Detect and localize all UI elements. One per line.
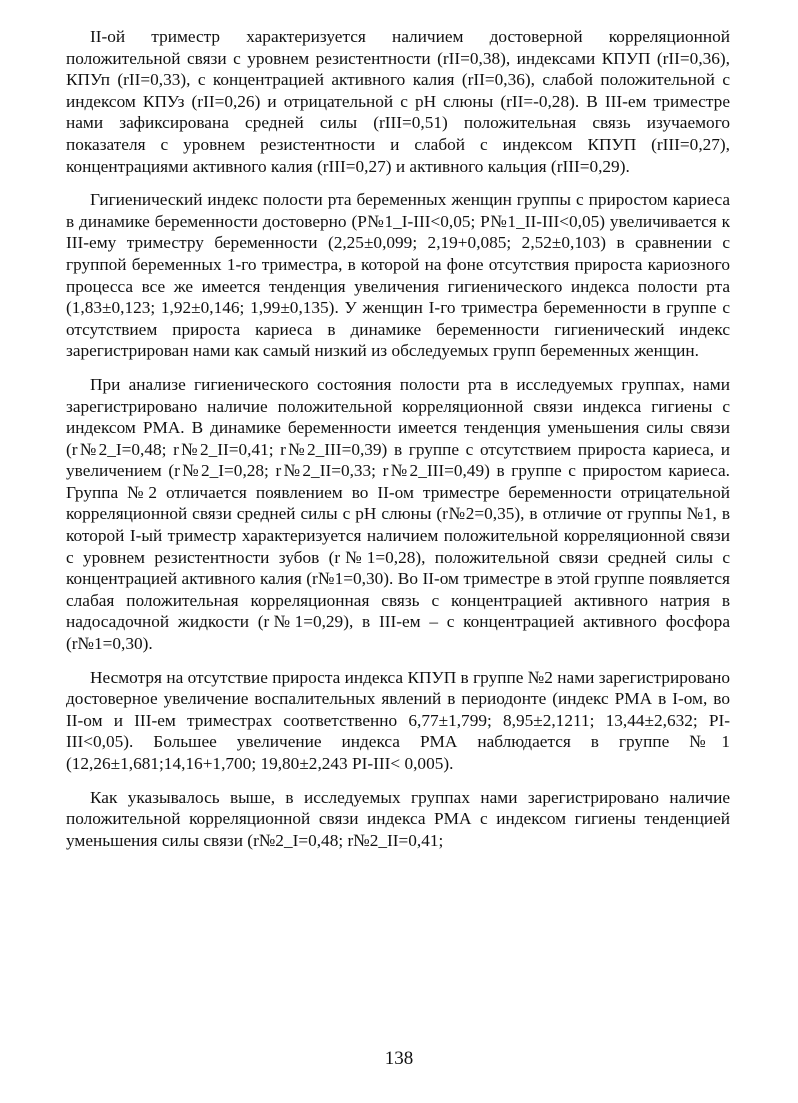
paragraph-3: При анализе гигиенического состояния полости рта в исследуемых группах, нами зарегистрировано наличие положительной корреляционной связи индекса гигиены с индексом РМА. В динамике беременности имеется тенденция уменьшения силы связи (r№2_I=0,48; r№2_II=0,41; r№2_III=0,39) в группе с отсутствием прироста кариеса, и увеличением (r№2_I=0,28; r№2_II=0,33; r№2_III=0,49) в группе с приростом кариеса. Группа №2 отличается появлением во II-ом триместре беременности отрицательной корреляционной связи средней силы с рН слюны (r№2=0,35), в отличие от группы №1, в которой I-ый триместр характеризуется наличием положительной корреляционной связи с уровнем резистентности зубов (r№1=0,28), положительной связи средней силы с концентрацией активного калия (r№1=0,30). Во II-ом триместре в этой группе появляется слабая положительная корреляционная связь с концентрацией активного натрия в надосадочной жидкости (r№1=0,29), в III-ем – с концентрацией активного фосфора (r№1=0,30). [66, 374, 730, 654]
paragraph-4: Несмотря на отсутствие прироста индекса КПУП в группе №2 нами зарегистрировано достоверное увеличение воспалительных явлений в периодонте (индекс РМА в I-ом, во II-ом и III-ем триместрах соответственно 6,77±1,799; 8,95±2,1211; 13,44±2,632; PI-III<0,05). Большее увеличение индекса РМА наблюдается в группе №1 (12,26±1,681;14,16+1,700; 19,80±2,243 PI-III< 0,005). [66, 667, 730, 773]
paragraph-1: II-ой триместр характеризуется наличием достоверной корреляционной положительной связи с уровнем резистентности (rII=0,38), индексами КПУП (rII=0,36), КПУп (rII=0,33), с концентрацией активного калия (rII=0,36), слабой положительной с индексом КПУз (rII=0,26) и отрицательной с рН слюны (rII=-0,28). В III-ем триместре нами зафиксирована средней силы (rIII=0,51) положительная связь изучаемого показателя с уровнем резистентности и слабой с индексом КПУП (rIII=0,27), концентрациями активного калия (rIII=0,27) и активного кальция (rIII=0,29). [66, 27, 730, 176]
document-body [66, 26, 730, 861]
paragraph-5: Как указывалось выше, в исследуемых группах нами зарегистрировано наличие положительной корреляционной связи индекса РМА с индексом гигиены тенденцией уменьшения силы связи (r№2_I=0,48; r№2_II=0,41; [66, 787, 730, 850]
paragraph-2: Гигиенический индекс полости рта беременных женщин группы с приростом кариеса в динамике беременности достоверно (P№1_I-III<0,05; P№1_II-III<0,05) увеличивается к III-ему триместру беременности (2,25±0,099; 2,19+0,085; 2,52±0,103) в сравнении с группой беременных 1-го триместра, в которой на фоне отсутствия прироста кариозного процесса все же имеется тенденция увеличения гигиенического индекса полости рта (1,83±0,123; 1,92±0,146; 1,99±0,135). У женщин I-го триместра беременности в группе с отсутствием прироста кариеса в динамике беременности гигиенический индекс зарегистрирован нами как самый низкий из обследуемых групп беременных женщин. [66, 190, 730, 361]
page-number: 138 [384, 1048, 414, 1069]
